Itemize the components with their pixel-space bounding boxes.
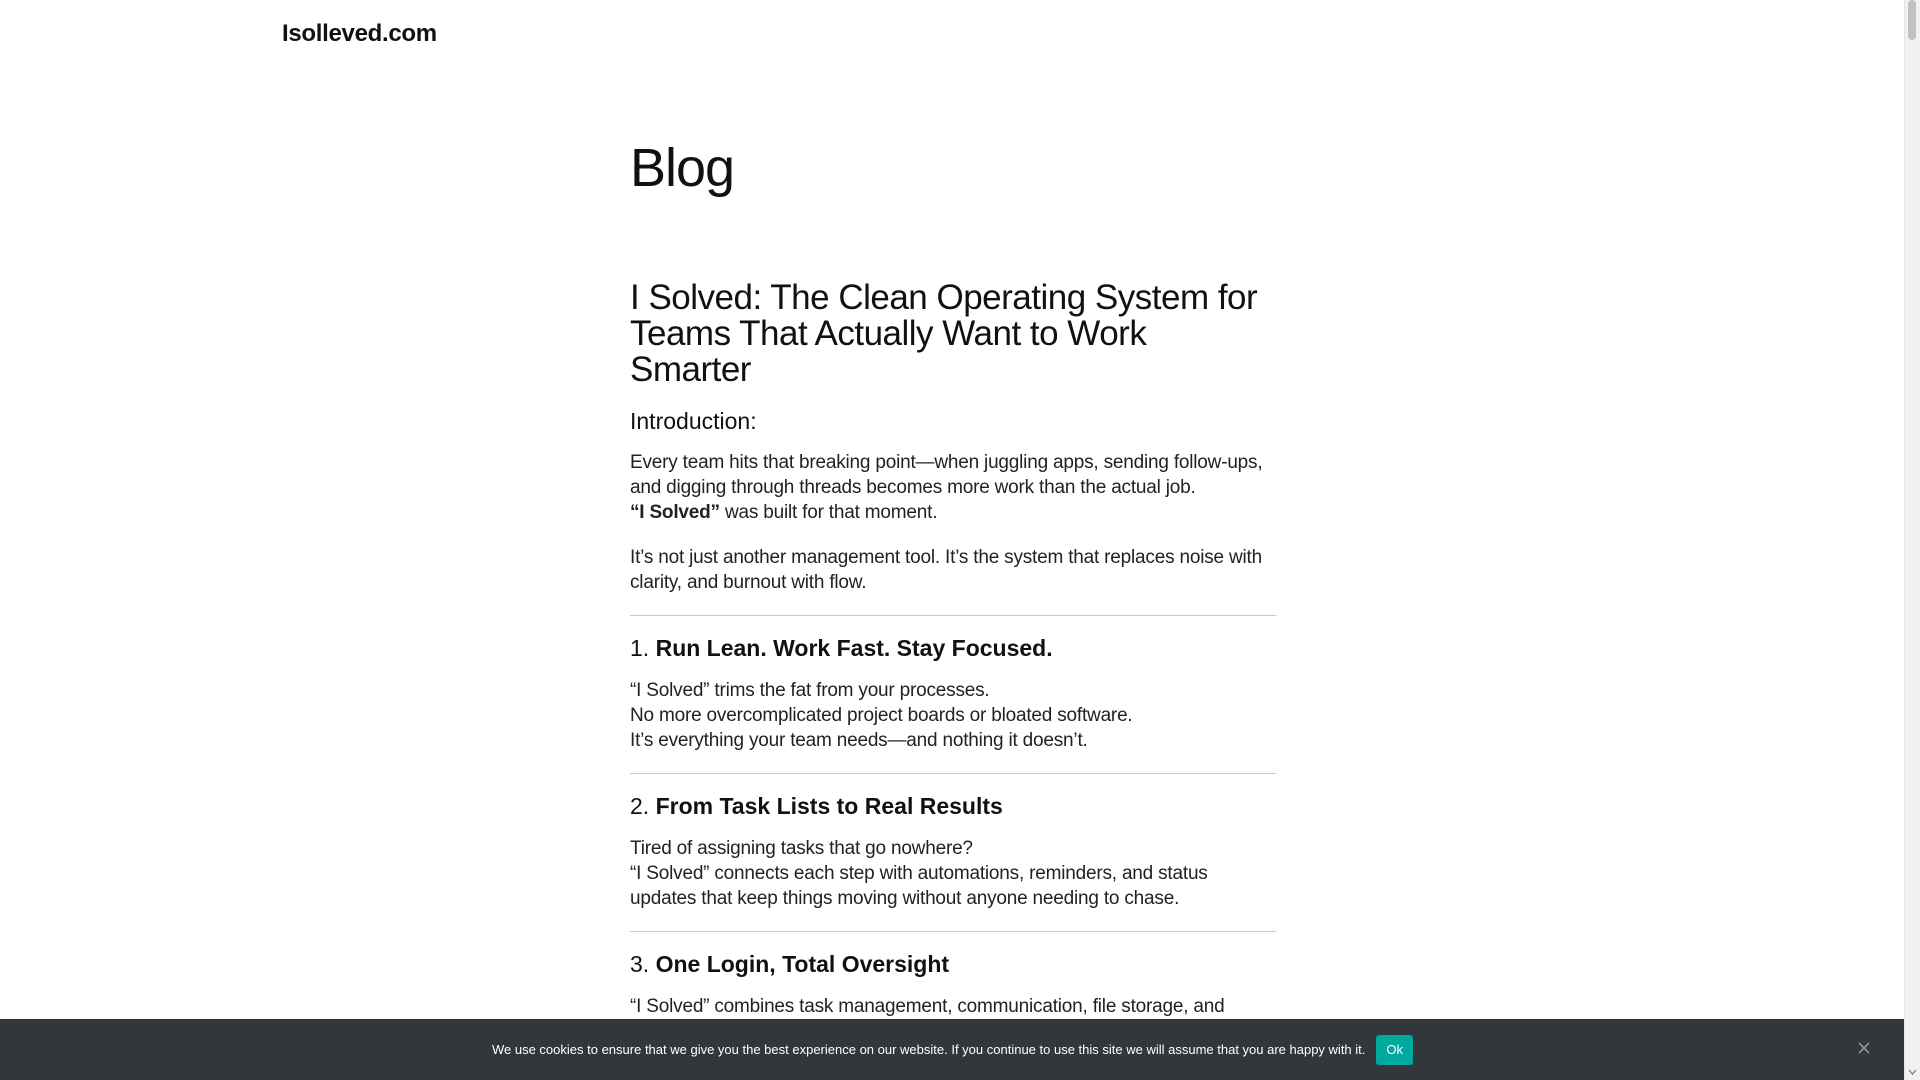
chevron-down-icon — [1908, 1069, 1917, 1076]
intro-paragraph-2: It’s not just another management tool. It’s the system that replaces noise with clarity, and burnout with flow. — [630, 547, 1262, 593]
vertical-scrollbar[interactable] — [1904, 0, 1920, 1080]
cookie-notice-content — [0, 1019, 1905, 1080]
blog-post — [630, 280, 1276, 1044]
page-title: Blog — [630, 138, 735, 198]
section-number: 2. — [630, 793, 650, 819]
section-line: No more overcomplicated project boards or bloated software. — [630, 705, 1133, 726]
section-number: 3. — [630, 951, 650, 977]
cookie-notice-bar — [0, 1019, 1905, 1080]
cookie-message: We use cookies to ensure that we give you the best experience on our website. If you continue to use this site we will assume that you are happy with it. — [491, 1042, 1366, 1057]
section-divider — [630, 931, 1276, 932]
section-divider — [630, 615, 1276, 616]
intro-brand-name: “I Solved” — [630, 502, 720, 523]
section-heading-2 — [630, 790, 1276, 822]
section-line: It’s everything your team needs—and nothing it doesn’t. — [630, 730, 1088, 751]
close-icon-glyph — [1857, 1041, 1871, 1055]
close-icon[interactable] — [1855, 1040, 1873, 1058]
intro-paragraph — [630, 450, 1276, 525]
intro-text-rest: was built for that moment. — [719, 502, 938, 523]
cookie-accept-button[interactable]: Ok — [1376, 1035, 1413, 1065]
section-line: “I Solved” trims the fat from your processes. — [630, 680, 990, 701]
site-title-link[interactable]: Isolleved.com — [282, 20, 437, 47]
section-line: “I Solved” combines task management, communication, file storage, and — [630, 996, 1225, 1017]
section-title: From Task Lists to Real Results — [655, 793, 1003, 819]
section-title: One Login, Total Oversight — [655, 951, 950, 977]
intro-heading: Introduction: — [630, 408, 757, 434]
post-title-link[interactable]: I Solved: The Clean Operating System for Teams That Actually Want to Work Smarter — [630, 278, 1258, 389]
section-heading-3 — [630, 948, 1276, 980]
section-divider — [630, 773, 1276, 774]
section-body-2 — [630, 836, 1276, 911]
scroll-down-arrow-icon[interactable] — [1908, 1069, 1917, 1078]
section-body-1 — [630, 678, 1276, 753]
scrollbar-thumb[interactable] — [1908, 0, 1916, 40]
section-title: Run Lean. Work Fast. Stay Focused. — [655, 635, 1053, 661]
intro-text: Every team hits that breaking point—when juggling apps, sending follow-ups, and digging through threads becomes more work than the actual job. — [630, 452, 1263, 498]
section-line: “I Solved” connects each step with automations, reminders, and status updates that keep things moving without anyone needing to chase. — [630, 863, 1208, 909]
section-line: Tired of assigning tasks that go nowhere? — [630, 838, 973, 859]
section-number: 1. — [630, 635, 650, 661]
section-heading-1 — [630, 632, 1276, 664]
main-content — [630, 132, 1276, 1044]
